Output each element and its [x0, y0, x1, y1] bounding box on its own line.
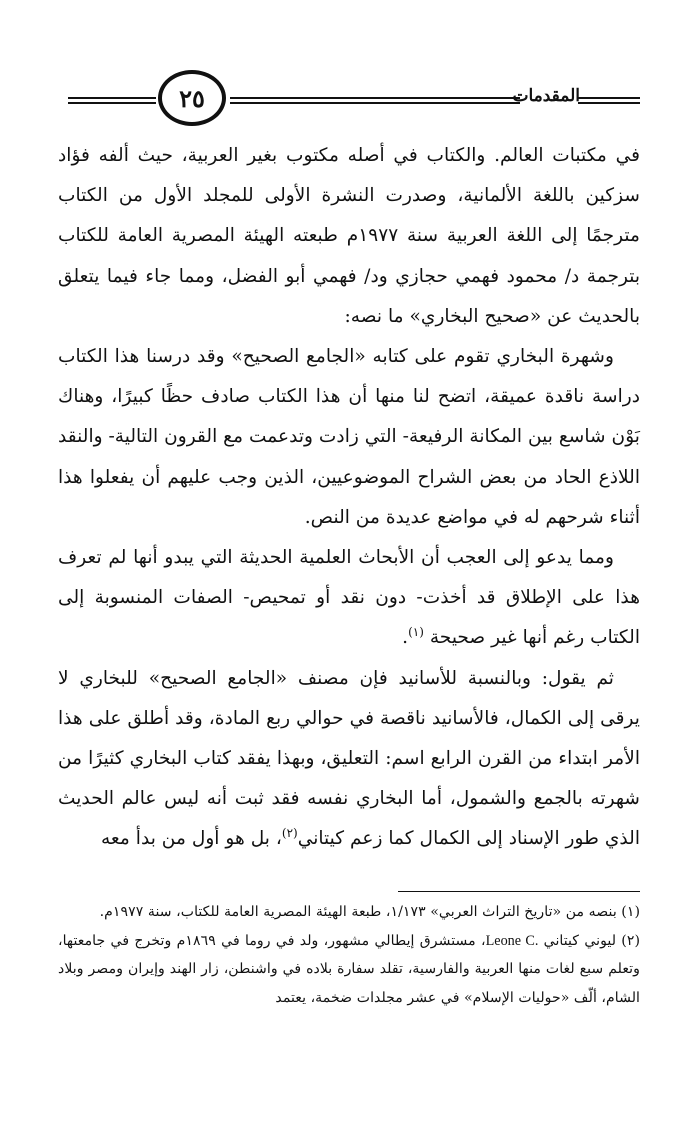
paragraph-3-end: . [402, 627, 409, 649]
footnote-2-rest: ، مستشرق إيطالي مشهور، ولد في روما في ١٨٦٩م وتخرج في جامعتها، وتعلم سبع لغات منها العربية والفارسية، تقلد سفارة بلاده في واشنطن، زار الهند وإيران ومصر وبلاد الشام، ألّف «حوليات الإسلام» في عشر مجلدات ضخمة، يعتمد [58, 932, 640, 1006]
paragraph-1: في مكتبات العالم. والكتاب في أصله مكتوب بغير العربية، حيث ألفه فؤاد سزكين باللغة الألمانية، وصدرت النشرة الأولى للمجلد الأول من الكتاب مترجمًا إلى اللغة العربية سنة ١٩٧٧م طبعته الهيئة المصرية العامة للكتاب بترجمة د/ محمود فهمي حجازي ود/ فهمي أبو الفضل، ومما جاء فيما يتعلق بالحديث عن «صحيح البخاري» ما نصه: [58, 145, 640, 327]
body-text [58, 136, 640, 860]
header-rule-right-lower [578, 102, 640, 104]
footnote-2-latin-name: Leone C. [485, 932, 539, 949]
header-rule-right [578, 97, 640, 99]
header-rule-left-lower [68, 102, 156, 104]
paragraph-4 [58, 659, 640, 860]
footnote-1: (١) بنصه من «تاريخ التراث العربي» ١/١٧٣، طبعة الهيئة المصرية العامة للكتاب، سنة ١٩٧٧م. [99, 904, 640, 920]
header-rule-middle-lower [230, 102, 520, 104]
paragraph-2: وشهرة البخاري تقوم على كتابه «الجامع الصحيح» وقد درسنا هذا الكتاب دراسة ناقدة عميقة، اتضح لنا منها أن هذا الكتاب صادف حظًا كبيرًا، وهناك بَوْن شاسع بين المكانة الرفيعة- التي زادت وتدعمت مع القرون التالية- والنقد اللاذع الحاد من بعض الشراح الموضوعيين، الذين وجب عليهم أن يفعلوا هذا أثناء شرحهم له في مواضع عديدة من النص. [58, 346, 640, 528]
paragraph-4-end: ، بل هو أول من بدأ معه [100, 828, 282, 850]
footnotes [58, 898, 640, 1012]
paragraph-4-text: ثم يقول: وبالنسبة للأسانيد فإن مصنف «الجامع الصحيح» للبخاري لا يرقى إلى الكمال، فالأسانيد ناقصة في حوالي ربع المادة، وقد أطلق على هذا الأمر ابتداء من القرن الرابع اسم: التعليق، وبهذا يفقد كتاب البخاري كثيرًا من شهرته بالجمع والشمول، أما البخاري نفسه فقد ثبت أنه ليس عالم الحديث الذي طور الإسناد إلى الكمال كما زعم كيتاني [58, 667, 640, 850]
header-rule-left [68, 97, 156, 99]
paragraph-3-text: ومما يدعو إلى العجب أن الأبحاث العلمية الحديثة التي يبدو أنها لم تعرف هذا على الإطلاق قد أخذت- دون نقد أو تمحيص- الصفات المنسوبة إلى الكتاب رغم أنها غير صحيحة [58, 547, 640, 649]
header-rule-middle [230, 97, 520, 99]
footnote-2 [58, 927, 640, 1013]
page-number: ٢٥ [158, 70, 226, 126]
page-header [60, 70, 640, 130]
footnote-ref-2[interactable]: (٢) [281, 826, 298, 841]
section-title: المقدمات [512, 86, 580, 106]
paragraph-3 [58, 538, 640, 659]
footnote-2-start: (٢) ليوني كيتاني [543, 932, 640, 949]
footnote-divider [398, 891, 640, 892]
footnote-ref-1[interactable]: (١) [408, 625, 424, 640]
